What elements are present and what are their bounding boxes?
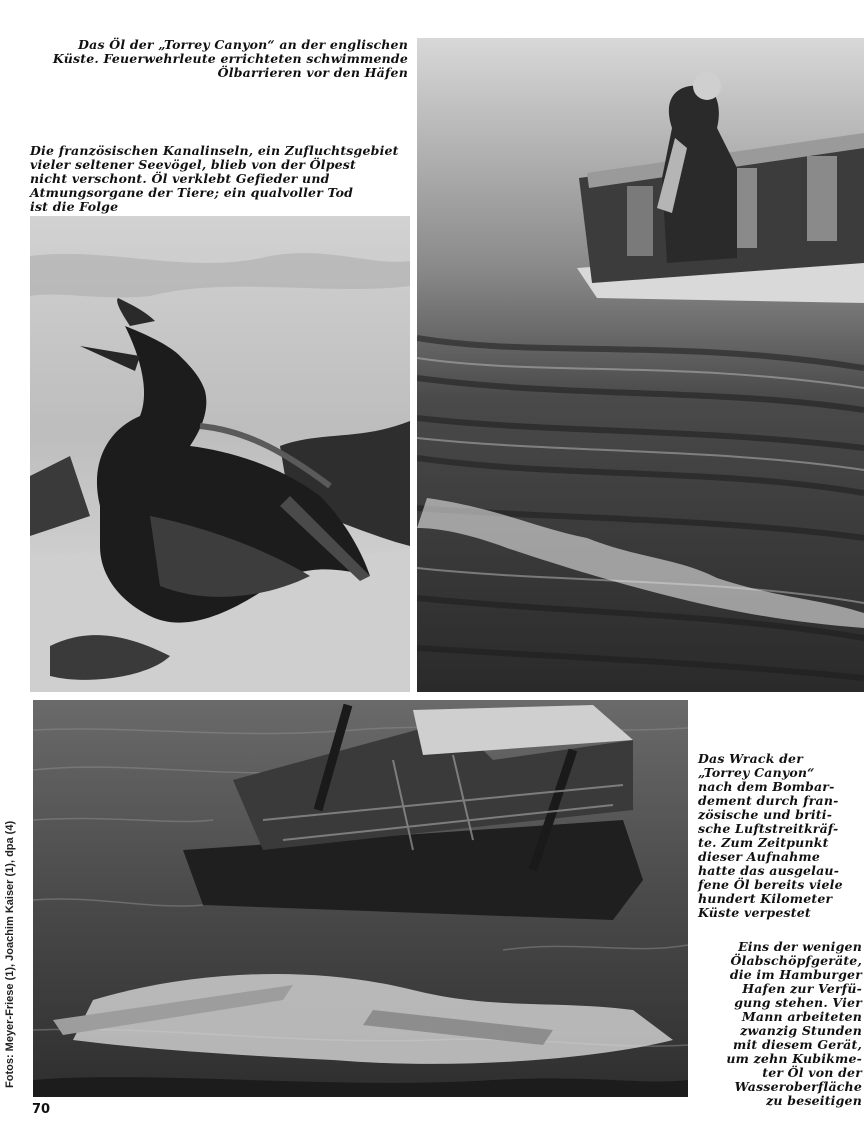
page-number: 70 <box>32 1102 51 1117</box>
photo-boat-oil-skimmer <box>417 38 864 692</box>
caption-line: dieser Aufnahme <box>698 849 820 864</box>
photo-oiled-seabird <box>30 216 410 692</box>
caption-line: sche Luftstreitkräf- <box>698 821 839 836</box>
caption-line: die im Hamburger <box>729 967 862 982</box>
caption-line: dement durch fran- <box>698 793 839 808</box>
caption-line: Küste verpestet <box>698 905 811 920</box>
caption-line: hundert Kilometer <box>698 891 833 906</box>
caption-line: Wasseroberfläche <box>734 1079 862 1094</box>
caption-line: mit diesem Gerät, <box>733 1037 862 1052</box>
caption-line: zösische und briti- <box>698 807 833 822</box>
caption-line: Ölabschöpfgeräte, <box>730 953 862 968</box>
caption-line: vieler seltener Seevögel, blieb von der Ölpest <box>30 157 357 172</box>
caption-line: Hafen zur Verfü- <box>742 981 862 996</box>
caption-line: nach dem Bombar- <box>698 779 835 794</box>
caption-line: Ölbarrieren vor den Häfen <box>217 65 408 80</box>
caption-line: zu beseitigen <box>766 1093 862 1108</box>
caption-line: „Torrey Canyon“ <box>698 765 815 780</box>
caption-line: Das Öl der „Torrey Canyon“ an der englischen <box>78 37 408 52</box>
caption-line: ist die Folge <box>30 199 119 214</box>
caption-line: Atmungsorgane der Tiere; ein qualvoller Tod <box>30 185 354 200</box>
caption-line: Das Wrack der <box>698 751 803 766</box>
caption-wreck <box>698 752 864 920</box>
caption-line: gung stehen. Vier <box>734 995 862 1010</box>
caption-line: hatte das ausgelau- <box>698 863 840 878</box>
caption-line: Küste. Feuerwehrleute errichteten schwimmende <box>52 51 408 66</box>
caption-line: fene Öl bereits viele <box>698 877 843 892</box>
caption-line: nicht verschont. Öl verklebt Gefieder und <box>30 171 330 186</box>
caption-line: Mann arbeiteten <box>741 1009 862 1024</box>
caption-line: Eins der wenigen <box>738 939 862 954</box>
photo-credit: Fotos: Meyer-Friese (1), Joachim Kaiser (1), dpa (4) <box>4 820 16 1088</box>
caption-oil-skimmer <box>694 940 862 1108</box>
caption-torrey-canyon-coast <box>40 38 408 80</box>
caption-line: ter Öl von der <box>762 1065 862 1080</box>
caption-line: Die französischen Kanalinseln, ein Zufluchtsgebiet <box>30 143 399 158</box>
photo-torrey-canyon-wreck <box>33 700 688 1097</box>
caption-line: um zehn Kubikme- <box>726 1051 862 1066</box>
caption-line: te. Zum Zeitpunkt <box>698 835 829 850</box>
caption-line: zwanzig Stunden <box>740 1023 862 1038</box>
caption-channel-islands-birds <box>30 144 410 214</box>
